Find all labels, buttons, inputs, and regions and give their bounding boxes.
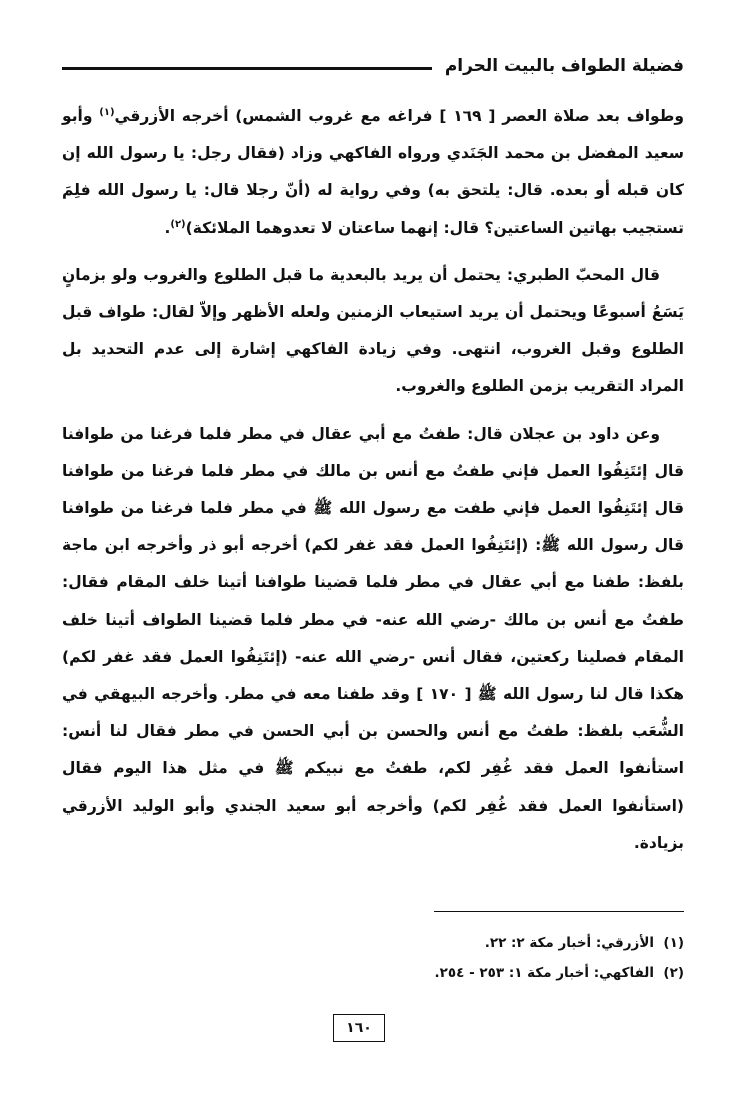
paragraph-3 [62,416,684,862]
manuscript-page-marker: [ ١٧٠ ] [416,685,472,704]
paragraph-3-text: وقد طفنا معه في مطر. وأخرجه البيهقي في الشُّعَب بلفظ: طفتُ مع أنس والحسن بن أبي الحسن في مطر فقال لنا أنس: استأنفوا العمل فقد غُفِر لكم، طفتُ مع نبيكم ﷺ في مثل هذا اليوم فقال (استأنفوا العمل فقد غُفِر لكم) وأخرجه أبو سعيد الجندي وأبو الوليد الأزرقي بزيادة. [62,685,684,852]
paragraph-1-text: فراغه مع غروب الشمس) أخرجه الأزرقي [114,107,440,125]
footnote-ref-2[interactable]: (٢) [170,218,186,230]
manuscript-page-marker: [ ١٦٩ ] [439,107,496,125]
main-text [62,98,684,862]
footnote-separator [434,911,684,912]
footnote-text: الفاكهي: أخبار مكة ١: ٢٥٣ - ٢٥٤. [434,965,654,981]
paragraph-3-text: وعن داود بن عجلان قال: طفتُ مع أبي عقال في مطر فلما فرغنا من طوافنا قال إئتَنِفُوا العمل فإني طفتُ مع أنس بن مالك في مطر فلما فرغنا من طوافنا قال إئتَنِفُوا العمل فإني طفت مع رسول الله ﷺ في مطر فلما فرغنا من طوافنا قال رسول الله ﷺ: (إئتَنِفُوا العمل فقد غفر لكم) أخرجه أبو ذر وأخرجه ابن ماجة بلفظ: طفنا مع أبي عقال في مطر فلما قضينا طوافنا أتينا خلف المقام فقال: طفتُ مع أنس بن مالك -رضي الله عنه- في مطر فلما قضينا الطواف أتينا خلف المقام فصلينا ركعتين، فقال أنس -رضي الله عنه- (إئتَنِفُوا العمل فقد غفر لكم) هكذا قال لنا رسول الله ﷺ [62,424,684,704]
footnote-1 [62,928,684,958]
footnotes [62,928,684,988]
page-number: ١٦٠ [333,1014,385,1042]
header-title: فضيلة الطواف بالبيت الحرام [444,56,684,76]
paragraph-1-text: . [164,218,171,237]
footnote-ref-1[interactable]: (١) [99,106,115,118]
paragraph-1 [62,98,684,247]
paragraph-1-text: وطواف بعد صلاة العصر [495,107,684,125]
paragraph-1-text: وأبو سعيد المفضل بن محمد الجَنَدي ورواه الفاكهي وزاد (فقال رجل: يا رسول الله إن كان قبله أو بعده. قال: يلتحق به) وفي رواية له (أنّ رجلا قال: يا رسول الله فلِمَ تستجيب بهاتين الساعتين؟ قال: إنهما ساعتان لا تعدوهما الملائكة) [62,107,684,237]
footnote-2 [62,958,684,988]
running-header [62,54,684,84]
header-rule [62,67,432,70]
footnote-text: الأزرقي: أخبار مكة ٢: ٢٢. [484,935,654,951]
paragraph-2: قال المحبّ الطبري: يحتمل أن يريد بالبعدية ما قبل الطلوع والغروب ولو بزمانٍ يَسَعُ أسبوعًا ويحتمل أن يريد استيعاب الزمنين ولعله الأظهر وإلاّ لقال: طواف قبل الطلوع وقبل الغروب، انتهى. وفي زيادة الفاكهي إشارة إلى عدم التحديد بل المراد التقريب بزمن الطلوع والغروب. [62,265,684,396]
footnote-number: (٢) [663,965,684,981]
footnote-number: (١) [663,935,684,951]
